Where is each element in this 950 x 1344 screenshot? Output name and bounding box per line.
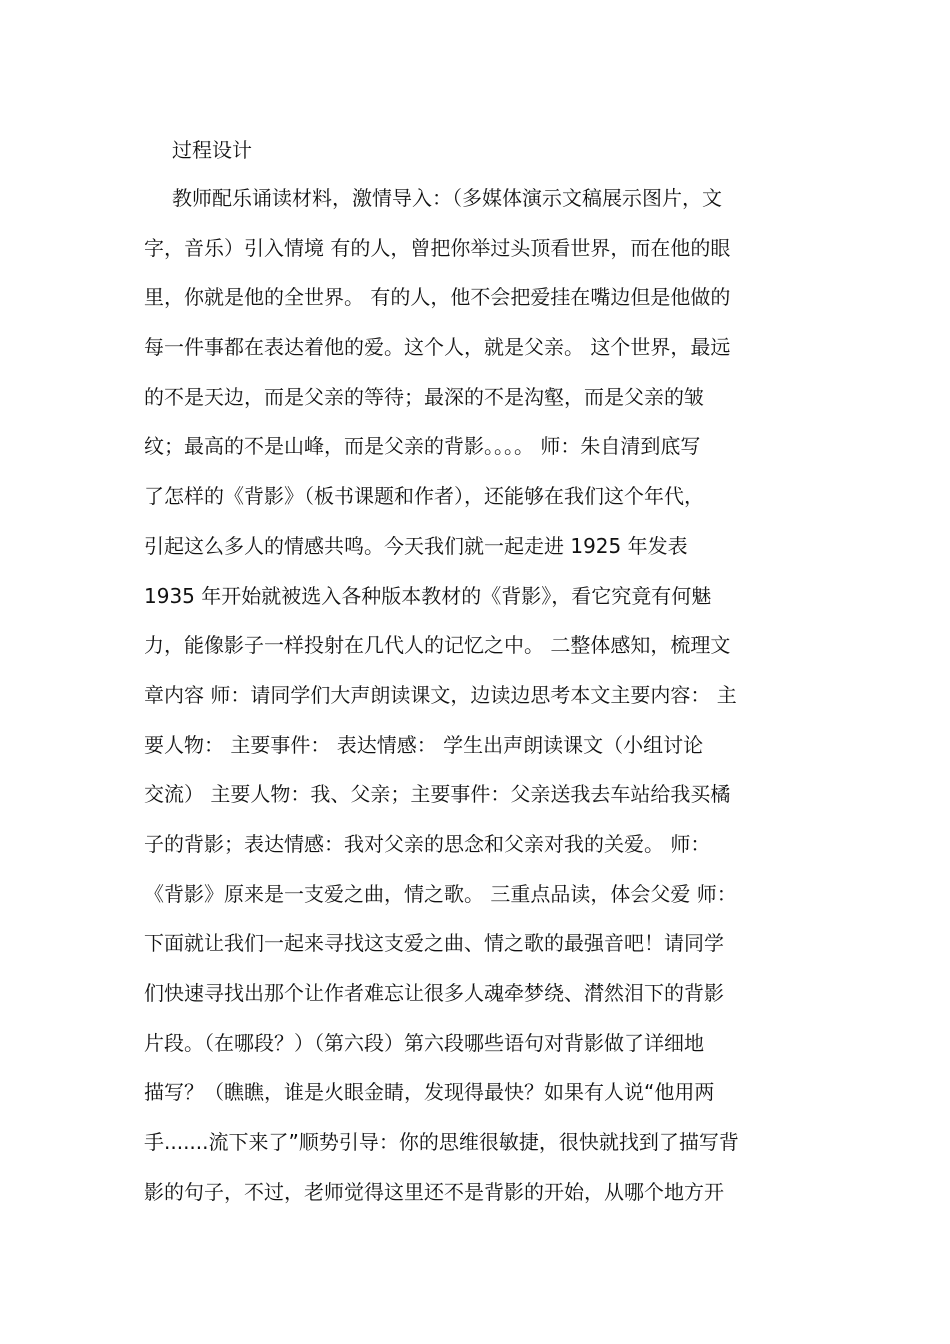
body-paragraph: [144, 180, 824, 1223]
text-line: 字，音乐）引入情境 有的人，曾把你举过头顶看世界，而在他的眼: [144, 235, 731, 260]
text-line: 手.......流下来了”顺势引导：你的思维很敏捷，很快就找到了描写背: [144, 1130, 739, 1155]
text-line: 引起这么多人的情感共鸣。今天我们就一起走进 1925 年发表: [144, 533, 688, 558]
text-line: 力，能像影子一样投射在几代人的记忆之中。 二整体感知，梳理文: [144, 633, 731, 658]
text-line: 子的背影；表达情感：我对父亲的思念和父亲对我的关爱。 师：: [144, 831, 711, 856]
text-line: 描写？（瞧瞧，谁是火眼金睛，发现得最快？如果有人说“他用两: [144, 1080, 715, 1105]
text-line: 章内容 师：请同学们大声朗读课文，边读边思考本文主要内容： 主: [144, 682, 737, 707]
text-line: 影的句子，不过，老师觉得这里还不是背影的开始，从哪个地方开: [144, 1179, 724, 1204]
text-line: 片段。（在哪段？）（第六段）第六段哪些语句对背影做了详细地: [144, 1030, 704, 1055]
text-line: 要人物： 主要事件： 表达情感： 学生出声朗读课文（小组讨论: [144, 732, 704, 757]
text-line: 每一件事都在表达着他的爱。这个人，就是父亲。 这个世界，最远: [144, 335, 731, 360]
text-line: 了怎样的《背影》（板书课题和作者），还能够在我们这个年代，: [144, 484, 704, 509]
section-heading: 过程设计: [172, 138, 252, 162]
text-line: 交流） 主要人物：我、父亲；主要事件：父亲送我去车站给我买橘: [144, 782, 731, 807]
text-line: 《背影》原来是一支爱之曲，情之歌。 三重点品读，体会父爱 师：: [144, 881, 737, 906]
text-line: 教师配乐诵读材料，激情导入：（多媒体演示文稿展示图片，文: [172, 186, 722, 210]
text-line: 1935 年开始就被选入各种版本教材的《背影》，看它究竟有何魅: [144, 583, 712, 608]
text-line: 的不是天边，而是父亲的等待；最深的不是沟壑，而是父亲的皱: [144, 384, 704, 409]
text-line: 们快速寻找出那个让作者难忘让很多人魂牵梦绕、潸然泪下的背影: [144, 981, 724, 1005]
text-line: 纹；最高的不是山峰，而是父亲的背影。。。。 师：朱自清到底写: [144, 434, 701, 459]
text-line: 下面就让我们一起来寻找这支爱之曲、情之歌的最强音吧！请同学: [144, 931, 724, 956]
text-line: 里，你就是他的全世界。 有的人，他不会把爱挂在嘴边但是他做的: [144, 285, 731, 310]
